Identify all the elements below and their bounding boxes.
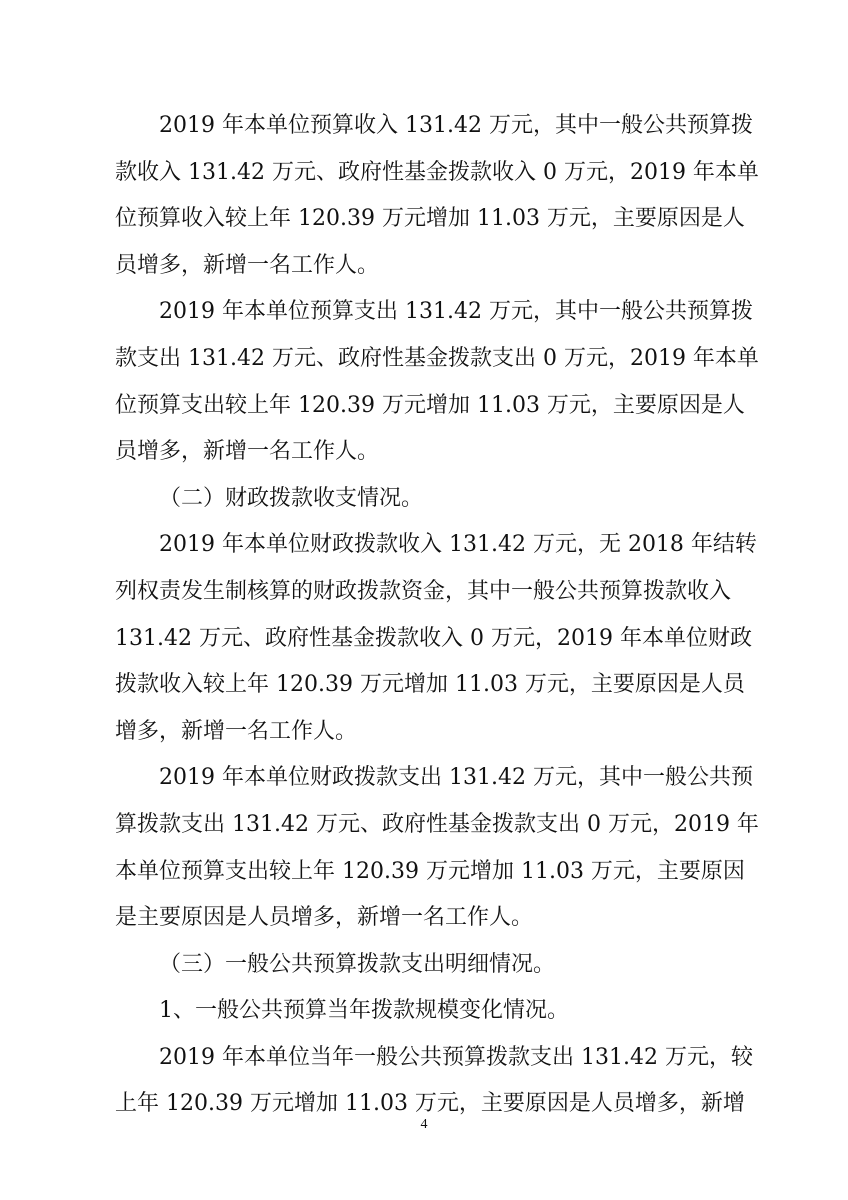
paragraph-line: 款支出 131.42 万元、政府性基金拨款支出 0 万元，2019 年本单 [115, 345, 759, 371]
page-number: 4 [420, 1117, 428, 1132]
paragraph-line: 位预算收入较上年 120.39 万元增加 11.03 万元，主要原因是人 [115, 206, 745, 232]
paragraph-line: 2019 年本单位预算支出 131.42 万元，其中一般公共预算拨 [159, 299, 753, 325]
paragraph-line: 上年 120.39 万元增加 11.03 万元，主要原因是人员增多，新增 [115, 1091, 745, 1117]
section-heading: （二）财政拨款收支情况。 [159, 485, 424, 511]
paragraph-line: 是主要原因是人员增多，新增一名工作人。 [115, 905, 534, 931]
section-heading: （三）一般公共预算拨款支出明细情况。 [159, 951, 556, 977]
document-body [115, 103, 759, 1128]
paragraph-line: 算拨款支出 131.42 万元、政府性基金拨款支出 0 万元，2019 年 [115, 811, 759, 837]
paragraph-line: 员增多，新增一名工作人。 [115, 252, 380, 278]
paragraph-line: 增多，新增一名工作人。 [115, 718, 358, 744]
paragraph-line: 2019 年本单位财政拨款收入 131.42 万元，无 2018 年结转 [159, 532, 757, 558]
paragraph-line: 列权责发生制核算的财政拨款资金，其中一般公共预算拨款收入 [115, 578, 732, 604]
paragraph-line: 员增多，新增一名工作人。 [115, 439, 380, 465]
paragraph-line: 2019 年本单位当年一般公共预算拨款支出 131.42 万元，较 [159, 1044, 753, 1070]
paragraph-line: 款收入 131.42 万元、政府性基金拨款收入 0 万元，2019 年本单 [115, 159, 759, 185]
paragraph-line: 本单位预算支出较上年 120.39 万元增加 11.03 万元，主要原因 [115, 858, 745, 884]
paragraph-line: 2019 年本单位财政拨款支出 131.42 万元，其中一般公共预 [159, 765, 753, 791]
subsection-heading: 1、一般公共预算当年拨款规模变化情况。 [159, 998, 569, 1024]
paragraph-line: 位预算支出较上年 120.39 万元增加 11.03 万元，主要原因是人 [115, 392, 745, 418]
paragraph-line: 2019 年本单位预算收入 131.42 万元，其中一般公共预算拨 [159, 113, 753, 138]
paragraph-line: 拨款收入较上年 120.39 万元增加 11.03 万元，主要原因是人员 [115, 672, 745, 698]
paragraph-line: 131.42 万元、政府性基金拨款收入 0 万元，2019 年本单位财政 [115, 625, 752, 651]
